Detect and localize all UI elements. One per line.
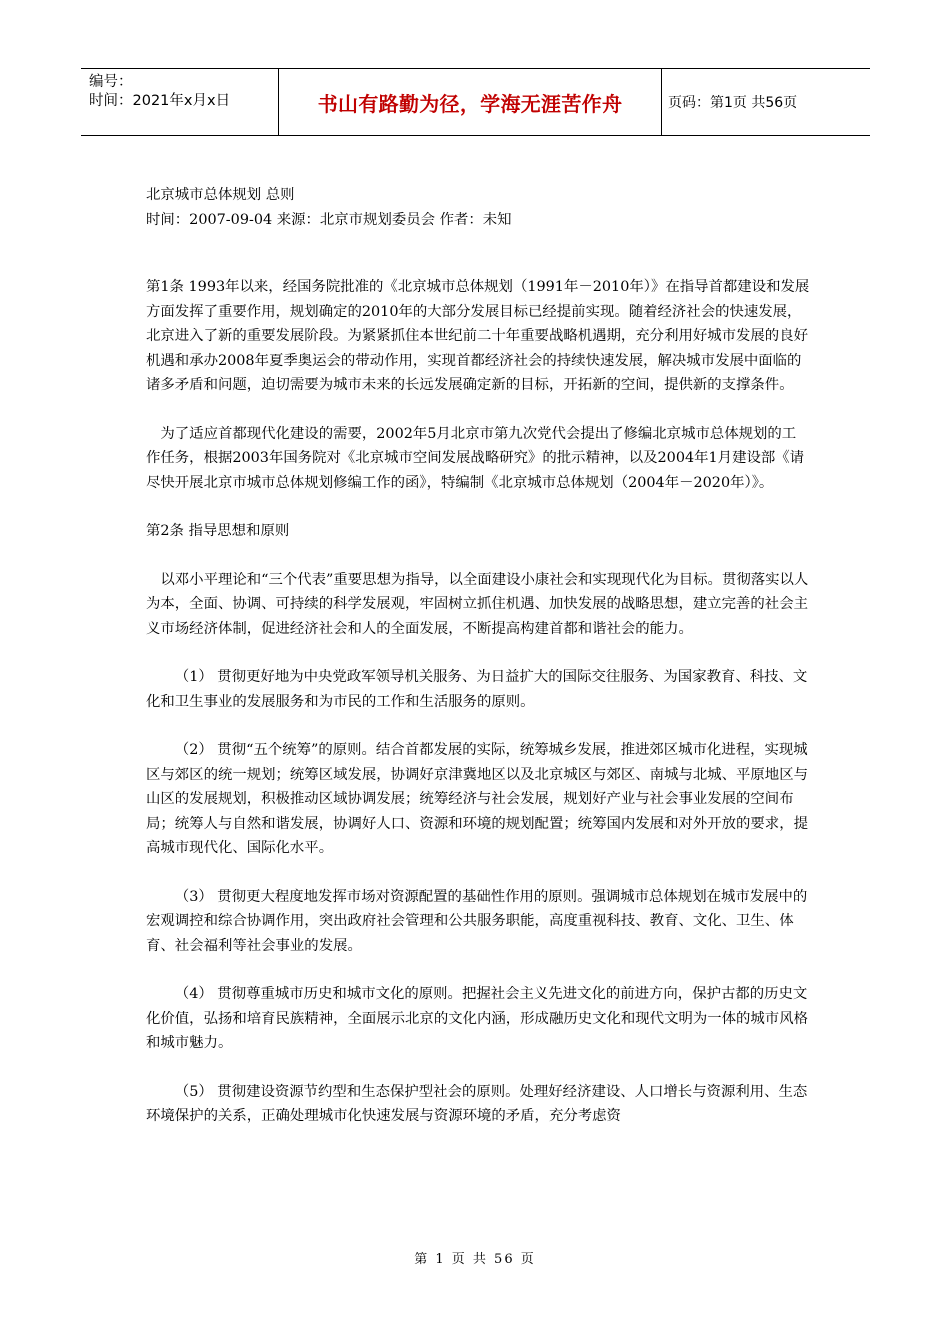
- principle-item-1: （1） 贯彻更好地为中央党政军领导机关服务、为日益扩大的国际交往服务、为国家教育、科技、文化和卫生事业的发展服务和为市民的工作和生活服务的原则。: [146, 669, 808, 710]
- time-label: 时间：2021年x月x日: [89, 93, 231, 109]
- page-footer: 第 1 页 共 56 页: [414, 1252, 536, 1267]
- header-table: [81, 68, 870, 136]
- principle-item-5: （5） 贯彻建设资源节约型和生态保护型社会的原则。处理好经济建设、人口增长与资源利用、生态环境保护的关系，正确处理城市化快速发展与资源环境的矛盾，充分考虑资: [146, 1083, 808, 1124]
- header-motto: 书山有路勤为径，学海无涯苦作舟: [279, 69, 662, 135]
- principle-item-4: （4） 贯彻尊重城市历史和城市文化的原则。把握社会主义先进文化的前进方向，保护古都的历史文化价值，弘扬和培育民族精神，全面展示北京的文化内涵，形成融历史文化和现代文明为一体的城市风格和城市魅力。: [146, 986, 808, 1051]
- principle-item-2: （2） 贯彻“五个统筹”的原则。结合首都发展的实际，统筹城乡发展，推进郊区城市化进程，实现城区与郊区的统一规划；统筹区域发展，协调好京津冀地区以及北京城区与郊区、南城与北城、平原地区与山区的发展规划，积极推动区域协调发展；统筹经济与社会发展，规划好产业与社会事业发展的空间布局；统筹人与自然和谐发展，协调好人口、资源和环境的规划配置；统筹国内发展和对外开放的要求，提高城市现代化、国际化水平。: [146, 742, 808, 856]
- principle-item-3: （3） 贯彻更大程度地发挥市场对资源配置的基础性作用的原则。强调城市总体规划在城市发展中的宏观调控和综合协调作用，突出政府社会管理和公共服务职能，高度重视科技、教育、文化、卫生、体育、社会福利等社会事业的发展。: [146, 888, 808, 954]
- number-label: 编号：: [89, 74, 133, 90]
- paragraph-article-2-heading: 第2条 指导思想和原则: [146, 523, 290, 539]
- paragraph-guiding-thought: 以邓小平理论和“三个代表”重要思想为指导，以全面建设小康社会和实现现代化为目标。贯彻落实以人为本，全面、协调、可持续的科学发展观，牢固树立抓住机遇、加快发展的战略思想，建立完善的社会主义市场经济体制，促进经济社会和人的全面发展，不断提高构建首都和谐社会的能力。: [146, 571, 809, 637]
- header-page-info: 页码：第1页 共56页: [668, 95, 798, 111]
- doc-meta: 时间：2007-09-04 来源：北京市规划委员会 作者：未知: [146, 211, 512, 228]
- header-left-cell: [81, 69, 279, 135]
- doc-title: 北京城市总体规划 总则: [146, 187, 295, 203]
- paragraph-background: 为了适应首都现代化建设的需要，2002年5月北京市第九次党代会提出了修编北京城市总体规划的工作任务，根据2003年国务院对《北京城市空间发展战略研究》的批示精神，以及2004年1月建设部《请尽快开展北京市城市总体规划修编工作的函》，特编制《北京城市总体规划（2004年－2020年）》。: [146, 425, 805, 491]
- paragraph-article-1: 第1条 1993年以来，经国务院批准的《北京城市总体规划（1991年－2010年）》在指导首都建设和发展方面发挥了重要作用，规划确定的2010年的大部分发展目标已经提前实现。随着经济社会的快速发展，北京进入了新的重要发展阶段。为紧紧抓住本世纪前二十年重要战略机遇期，充分利用好城市发展的良好机遇和承办2008年夏季奥运会的带动作用，实现首都经济社会的持续快速发展，解决城市发展中面临的诸多矛盾和问题，迫切需要为城市未来的长远发展确定新的目标，开拓新的空间，提供新的支撑条件。: [146, 279, 810, 393]
- document-body: [146, 183, 810, 1129]
